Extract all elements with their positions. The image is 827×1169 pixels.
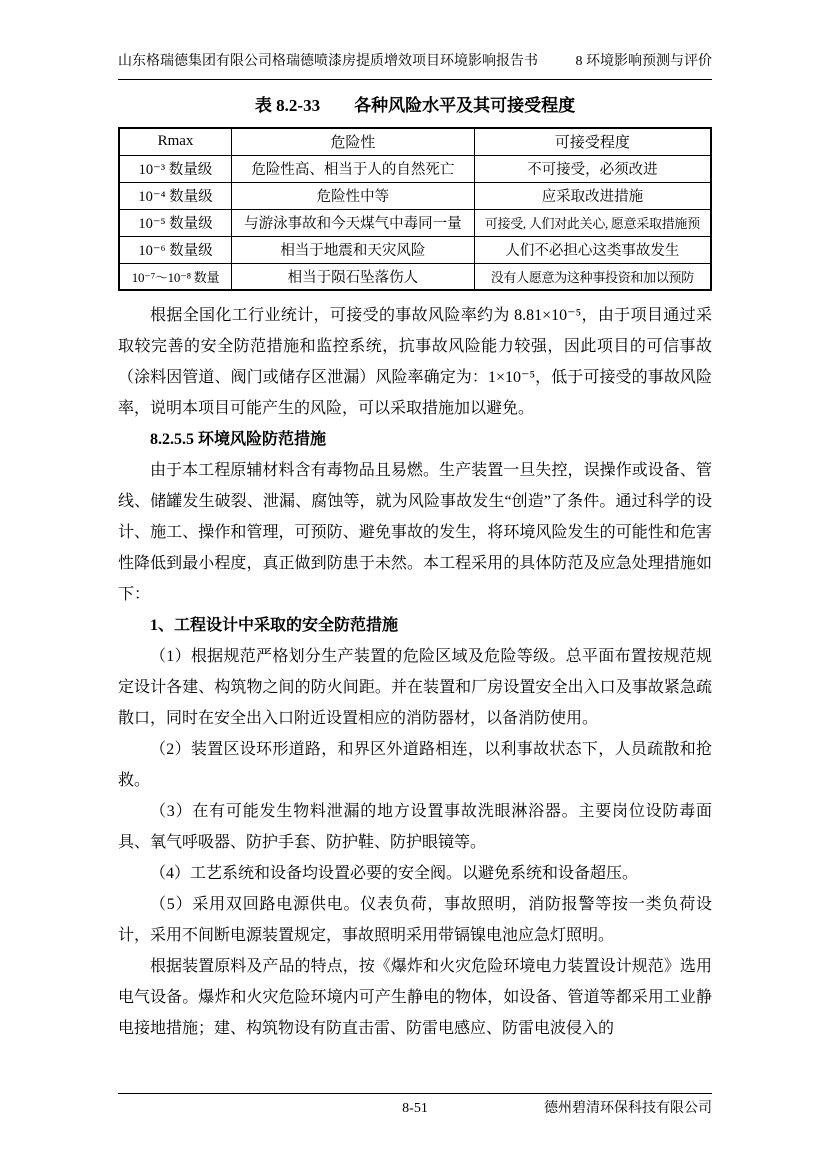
cell-danger: 与游泳事故和今天煤气中毒同一量 bbox=[231, 209, 474, 236]
page-content bbox=[118, 88, 712, 1044]
paragraph-measure-3: （3）在有可能发生物料泄漏的地方设置事故洗眼淋浴器。主要岗位设防毒面具、氧气呼吸器、防护手套、防护鞋、防护眼镜等。 bbox=[118, 803, 712, 851]
cell-acceptability: 没有人愿意为这种事投资和加以预防 bbox=[474, 263, 711, 290]
column-header-danger: 危险性 bbox=[231, 128, 474, 155]
page-number: 8-51 bbox=[402, 1101, 428, 1116]
paragraph-risk-statistics: 根据全国化工行业统计，可接受的事故风险率约为 8.81×10⁻⁵，由于项目通过采取较完善的安全防范措施和监控系统，抗事故风险能力较强，因此项目的可信事故（涂料因管道、阀门或储存区泄漏）风险率确定为：1×10⁻⁵，低于可接受的事故风险率，说明本项目可能产生的风险，可以采取措施加以避免。 bbox=[118, 307, 712, 417]
page-footer bbox=[118, 1093, 712, 1118]
header-document-title: 山东格瑞德集团有限公司格瑞德喷漆房提质增效项目环境影响报告书 bbox=[118, 54, 538, 69]
cell-magnitude: 10⁻⁷～10⁻⁸ 数量 bbox=[119, 263, 231, 290]
table-row bbox=[119, 155, 711, 182]
paragraph-measure-4: （4）工艺系统和设备均设置必要的安全阀。以避免系统和设备超压。 bbox=[150, 865, 639, 882]
column-header-acceptability: 可接受程度 bbox=[474, 128, 711, 155]
table-caption: 表 8.2-33 各种风险水平及其可接受程度 bbox=[254, 96, 576, 115]
cell-danger: 相当于陨石坠落伤人 bbox=[231, 263, 474, 290]
cell-acceptability: 人们不必担心这类事故发生 bbox=[474, 236, 711, 263]
column-header-rmax: Rmax bbox=[119, 128, 231, 155]
table-row bbox=[119, 182, 711, 209]
section-heading-8-2-5-5: 8.2.5.5 环境风险防范措施 bbox=[150, 431, 327, 448]
sub-heading-design-measures: 1、工程设计中采取的安全防范措施 bbox=[150, 617, 399, 634]
paragraph-measure-2: （2）装置区设环形道路，和界区外道路相连，以利事故状态下，人员疏散和抢救。 bbox=[118, 741, 712, 789]
page-header bbox=[118, 52, 712, 80]
cell-acceptability: 应采取改进措施 bbox=[474, 182, 711, 209]
body-text bbox=[118, 300, 712, 1044]
table-header-row bbox=[119, 128, 711, 155]
cell-magnitude: 10⁻⁴ 数量级 bbox=[119, 182, 231, 209]
cell-acceptability: 可接受, 人们对此关心, 愿意采取措施预 bbox=[474, 209, 711, 236]
cell-danger: 相当于地震和天灾风险 bbox=[231, 236, 474, 263]
cell-magnitude: 10⁻⁵ 数量级 bbox=[119, 209, 231, 236]
page-footer-row bbox=[118, 1100, 712, 1118]
paragraph-risk-intro: 由于本工程原辅材料含有毒物品且易燃。生产装置一旦失控，误操作或设备、管线、储罐发生破裂、泄漏、腐蚀等，就为风险事故发生“创造”了条件。通过科学的设计、施工、操作和管理，可预防、避免事故的发生，将环境风险发生的可能性和危害性降低到最小程度，真正做到防患于未然。本工程采用的具体防范及应急处理措施如下： bbox=[118, 462, 712, 603]
footer-company-name: 德州碧清环保科技有限公司 bbox=[544, 1101, 712, 1116]
header-chapter-title: 8 环境影响预测与评价 bbox=[575, 54, 712, 69]
risk-level-table bbox=[118, 127, 712, 291]
cell-danger: 危险性中等 bbox=[231, 182, 474, 209]
table-row bbox=[119, 209, 711, 236]
cell-danger: 危险性高、相当于人的自然死亡 bbox=[231, 155, 474, 182]
page-header-row bbox=[118, 52, 712, 80]
paragraph-measure-1: （1）根据规范严格划分生产装置的危险区域及危险等级。总平面布置按规范规定设计各建、构筑物之间的防火间距。并在装置和厂房设置安全出入口及事故紧急疏散口，同时在安全出入口附近设置相应的消防器材，以备消防使用。 bbox=[118, 648, 712, 727]
table-row bbox=[119, 263, 711, 290]
paragraph-measure-5: （5）采用双回路电源供电。仪表负荷，事故照明，消防报警等按一类负荷设计，采用不间断电源装置规定，事故照明采用带镉镍电池应急灯照明。 bbox=[118, 896, 712, 944]
cell-acceptability: 不可接受，必须改进 bbox=[474, 155, 711, 182]
table-row bbox=[119, 236, 711, 263]
paragraph-electric-equipment: 根据装置原料及产品的特点，按《爆炸和火灾危险环境电力装置设计规范》选用电气设备。爆炸和火灾危险环境内可产生静电的物体，如设备、管道等都采用工业静电接地措施；建、构筑物设有防直击雷、防雷电感应、防雷电波侵入的 bbox=[118, 958, 712, 1037]
cell-magnitude: 10⁻³ 数量级 bbox=[119, 155, 231, 182]
cell-magnitude: 10⁻⁶ 数量级 bbox=[119, 236, 231, 263]
